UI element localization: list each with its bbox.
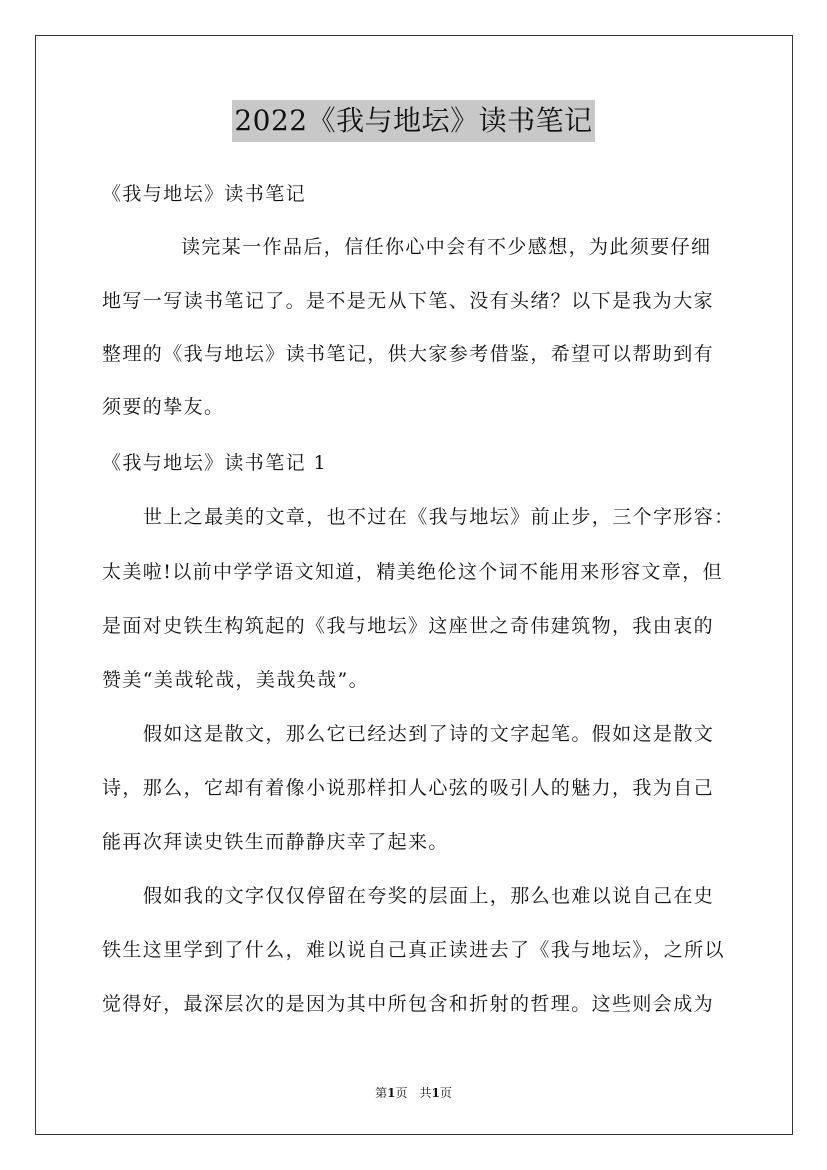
- paragraph-line: 觉得好，最深层次的是因为其中所包含和折射的哲理。这些则会成为: [102, 993, 715, 1015]
- paragraph-line: 世上之最美的文章，也不过在《我与地坛》前止步，三个字形容：: [143, 506, 735, 528]
- paragraph-line: 铁生这里学到了什么，难以说自己真正读进去了《我与地坛》，之所以: [102, 939, 725, 961]
- paragraph-line: 假如这是散文，那么它已经达到了诗的文字起笔。假如这是散文: [143, 723, 715, 745]
- paragraph-line: 读完某一作品后，信任你心中会有不少感想，为此须要仔细: [181, 236, 712, 258]
- document-title: 2022《我与地坛》读书笔记: [232, 100, 594, 142]
- footer-total-number: 1: [431, 1086, 440, 1100]
- paragraph-line: 假如我的文字仅仅停留在夸奖的层面上，那么也难以说自己在史: [143, 885, 715, 907]
- paragraph-line: 须要的挚友。: [102, 396, 225, 418]
- section-heading: 《我与地坛》读书笔记 1: [102, 452, 327, 474]
- paragraph-line: 能再次拜读史铁生而静静庆幸了起来。: [102, 831, 449, 853]
- title-container: [0, 100, 827, 142]
- paragraph-line: 太美啦!以前中学学语文知道，精美绝伦这个词不能用来形容文章，但: [102, 561, 724, 583]
- footer-page-suffix: 页 共: [395, 1086, 432, 1100]
- subtitle-line: 《我与地坛》读书笔记: [102, 183, 307, 205]
- footer-page-number: 1: [387, 1086, 396, 1100]
- paragraph-line: 诗，那么，它却有着像小说那样扣人心弦的吸引人的魅力，我为自己: [102, 777, 715, 799]
- paragraph-line: 赞美“美哉轮哉，美哉奂哉”。: [102, 669, 370, 691]
- paragraph-line: 是面对史铁生构筑起的《我与地坛》这座世之奇伟建筑物，我由衷的: [102, 615, 715, 637]
- footer-total-suffix: 页: [439, 1086, 452, 1100]
- paragraph-line: 整理的《我与地坛》读书笔记，供大家参考借鉴，希望可以帮助到有: [102, 343, 715, 365]
- paragraph-line: 地写一写读书笔记了。是不是无从下笔、没有头绪？以下是我为大家: [102, 290, 715, 312]
- page-footer: [0, 1084, 827, 1101]
- footer-page-prefix: 第: [375, 1086, 388, 1100]
